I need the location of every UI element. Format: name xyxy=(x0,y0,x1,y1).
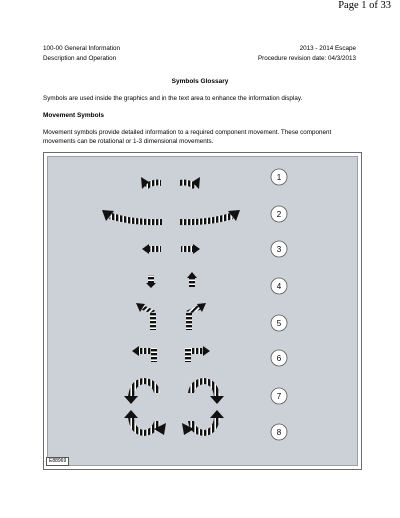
page-number: Page 1 of 33 xyxy=(338,0,391,11)
callout-3 xyxy=(271,241,287,257)
linear-right-symbol xyxy=(181,244,200,254)
document-header xyxy=(43,44,356,63)
svg-text:1: 1 xyxy=(276,173,282,182)
rotation-small-left-symbol xyxy=(141,177,161,189)
callout-7 xyxy=(271,388,287,404)
linear-left-symbol xyxy=(142,244,161,254)
callout-6 xyxy=(271,350,287,366)
header-doc-type: Description and Operation xyxy=(43,54,117,62)
rotation-large-right-symbol xyxy=(180,210,240,225)
svg-text:5: 5 xyxy=(276,319,282,328)
callout-1 xyxy=(271,169,287,185)
linear-up-symbol xyxy=(187,272,197,287)
movement-symbols-figure xyxy=(43,152,362,470)
header-revision-date: Procedure revision date: 04/3/2013 xyxy=(257,54,356,62)
figure-id-label: E88969 xyxy=(46,457,69,466)
corner-left-symbol xyxy=(132,346,157,362)
linear-down-symbol xyxy=(146,275,156,288)
svg-text:7: 7 xyxy=(276,392,282,401)
two-dimension-right-symbol xyxy=(186,303,206,330)
description-paragraph: Movement symbols provide detailed information to a required component movement. These component movements can be rotational or 1-3 dimensional movements. xyxy=(43,129,332,145)
callout-8 xyxy=(271,424,287,440)
header-section-code: 100-00 General Information xyxy=(43,45,121,52)
u-turn-left-symbol xyxy=(124,378,160,404)
svg-text:3: 3 xyxy=(276,245,282,254)
svg-text:8: 8 xyxy=(276,428,282,437)
callout-5 xyxy=(271,315,287,331)
svg-text:6: 6 xyxy=(276,354,282,363)
intro-paragraph: Symbols are used inside the graphics and in the text area to enhance the information display. xyxy=(43,95,303,102)
svg-text:4: 4 xyxy=(276,282,282,291)
reverse-turn-left-symbol xyxy=(124,410,166,436)
rotation-small-right-symbol xyxy=(180,177,200,189)
section-title: Symbols Glossary xyxy=(171,78,229,85)
callout-4 xyxy=(271,278,287,294)
movement-symbols-illustration xyxy=(44,153,363,471)
u-turn-right-symbol xyxy=(188,378,224,404)
corner-right-symbol xyxy=(185,346,210,362)
rotation-large-left-symbol xyxy=(102,210,162,225)
svg-text:2: 2 xyxy=(276,210,282,219)
two-dimension-left-symbol xyxy=(136,303,156,330)
header-model-year: 2013 - 2014 Escape xyxy=(299,45,356,52)
subsection-title: Movement Symbols xyxy=(43,112,105,119)
reverse-turn-right-symbol xyxy=(182,410,224,436)
callout-2 xyxy=(271,206,287,222)
